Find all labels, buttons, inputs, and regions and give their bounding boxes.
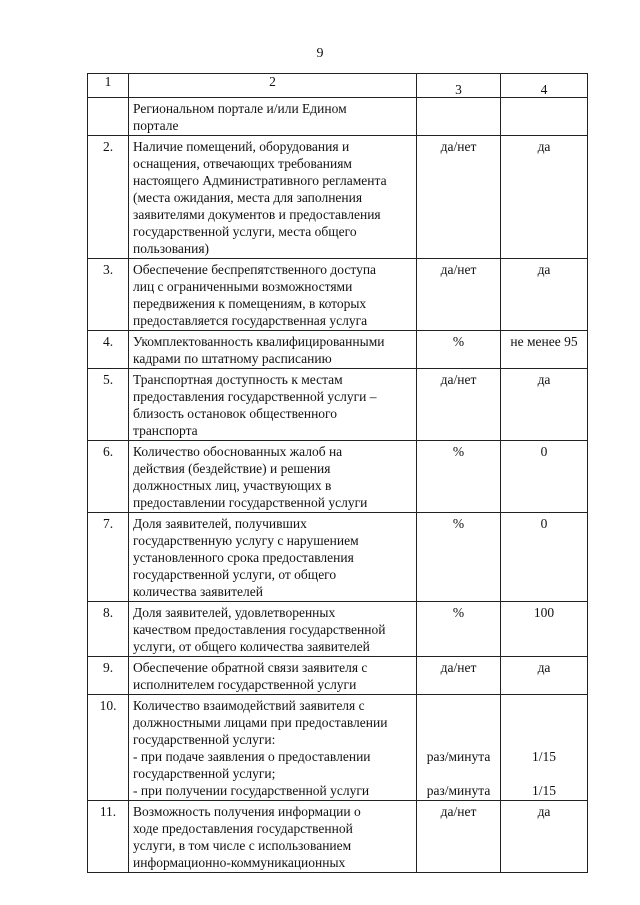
row-value: да bbox=[501, 657, 588, 695]
row-number: 9. bbox=[88, 657, 129, 695]
spacer bbox=[421, 765, 496, 782]
row-unit: % bbox=[417, 331, 501, 369]
header-col-3: 3 bbox=[417, 74, 501, 98]
row-number: 6. bbox=[88, 441, 129, 513]
row-value: 100 bbox=[501, 602, 588, 657]
table-row bbox=[88, 136, 588, 259]
table-row bbox=[88, 331, 588, 369]
row-value: 0 bbox=[501, 513, 588, 602]
row-description: Наличие помещений, оборудования и оснащения, отвечающих требованиям настоящего Административного регламента (места ожидания, места для заполнения заявителями документов и предоставления государственной услуги, места общего пользования) bbox=[129, 136, 417, 259]
row-number: 7. bbox=[88, 513, 129, 602]
table-row bbox=[88, 602, 588, 657]
spacer bbox=[421, 697, 496, 731]
row-description: Количество обоснованных жалоб на действия (бездействие) и решения должностных лиц, участвующих в предоставлении государственной услуги bbox=[129, 441, 417, 513]
row-value: да bbox=[501, 136, 588, 259]
row-number bbox=[88, 98, 129, 136]
row-value-stack bbox=[501, 695, 588, 801]
row-number: 4. bbox=[88, 331, 129, 369]
row-unit-stack bbox=[417, 695, 501, 801]
row-value: да bbox=[501, 369, 588, 441]
row-description: Обеспечение беспрепятственного доступа лиц с ограниченными возможностями передвижения к помещениям, в которых предоставляется государственная услуга bbox=[129, 259, 417, 331]
row-value: 1/15 bbox=[531, 783, 556, 798]
row-description: Обеспечение обратной связи заявителя с исполнителем государственной услуги bbox=[129, 657, 417, 695]
row-unit bbox=[417, 98, 501, 136]
row-unit: да/нет bbox=[417, 259, 501, 331]
row-value: да bbox=[501, 259, 588, 331]
table-row bbox=[88, 513, 588, 602]
table-row bbox=[88, 801, 588, 873]
spacer bbox=[421, 731, 496, 748]
row-unit: да/нет bbox=[417, 369, 501, 441]
page-number: 9 bbox=[316, 46, 324, 61]
row-value: 0 bbox=[501, 441, 588, 513]
row-unit: % bbox=[417, 602, 501, 657]
row-number: 11. bbox=[88, 801, 129, 873]
header-col-1: 1 bbox=[88, 74, 129, 98]
row-number: 10. bbox=[88, 695, 129, 801]
row-number: 5. bbox=[88, 369, 129, 441]
table-row bbox=[88, 657, 588, 695]
table-row bbox=[88, 695, 588, 801]
row-unit: % bbox=[417, 441, 501, 513]
row-unit: да/нет bbox=[417, 136, 501, 259]
spacer bbox=[505, 765, 583, 782]
row-value: не менее 95 bbox=[501, 331, 588, 369]
header-col-2: 2 bbox=[129, 74, 417, 98]
spacer bbox=[505, 731, 583, 748]
row-description: Возможность получения информации о ходе предоставления государственной услуги, в том числе с использованием информационно-коммуникационных bbox=[129, 801, 417, 873]
row-number: 3. bbox=[88, 259, 129, 331]
row-number: 8. bbox=[88, 602, 129, 657]
row-description: Транспортная доступность к местам предоставления государственной услуги – близость остановок общественного транспорта bbox=[129, 369, 417, 441]
table-header-row bbox=[88, 74, 588, 98]
header-col-4: 4 bbox=[501, 74, 588, 98]
row-value: да bbox=[501, 801, 588, 873]
row-number: 2. bbox=[88, 136, 129, 259]
row-unit: да/нет bbox=[417, 801, 501, 873]
row-unit: раз/минута bbox=[426, 783, 491, 798]
row-unit: раз/минута bbox=[426, 749, 491, 764]
spacer bbox=[505, 697, 583, 731]
row-description: Доля заявителей, удовлетворенных качеством предоставления государственной услуги, от общего количества заявителей bbox=[129, 602, 417, 657]
row-description: Количество взаимодействий заявителя с должностными лицами при предоставлении государственной услуги: - при подаче заявления о предоставлении государственной услуги; - при получении государственной услуги bbox=[129, 695, 417, 801]
table-row bbox=[88, 98, 588, 136]
row-unit: да/нет bbox=[417, 657, 501, 695]
table-row bbox=[88, 369, 588, 441]
row-description: Региональном портале и/или Едином портале bbox=[129, 98, 417, 136]
table-row bbox=[88, 441, 588, 513]
row-description: Доля заявителей, получивших государственную услугу с нарушением установленного срока предоставления государственной услуги, от общего количества заявителей bbox=[129, 513, 417, 602]
indicators-table bbox=[87, 73, 588, 873]
row-unit: % bbox=[417, 513, 501, 602]
row-value bbox=[501, 98, 588, 136]
row-value: 1/15 bbox=[531, 749, 556, 764]
table-row bbox=[88, 259, 588, 331]
row-description: Укомплектованность квалифицированными кадрами по штатному расписанию bbox=[129, 331, 417, 369]
